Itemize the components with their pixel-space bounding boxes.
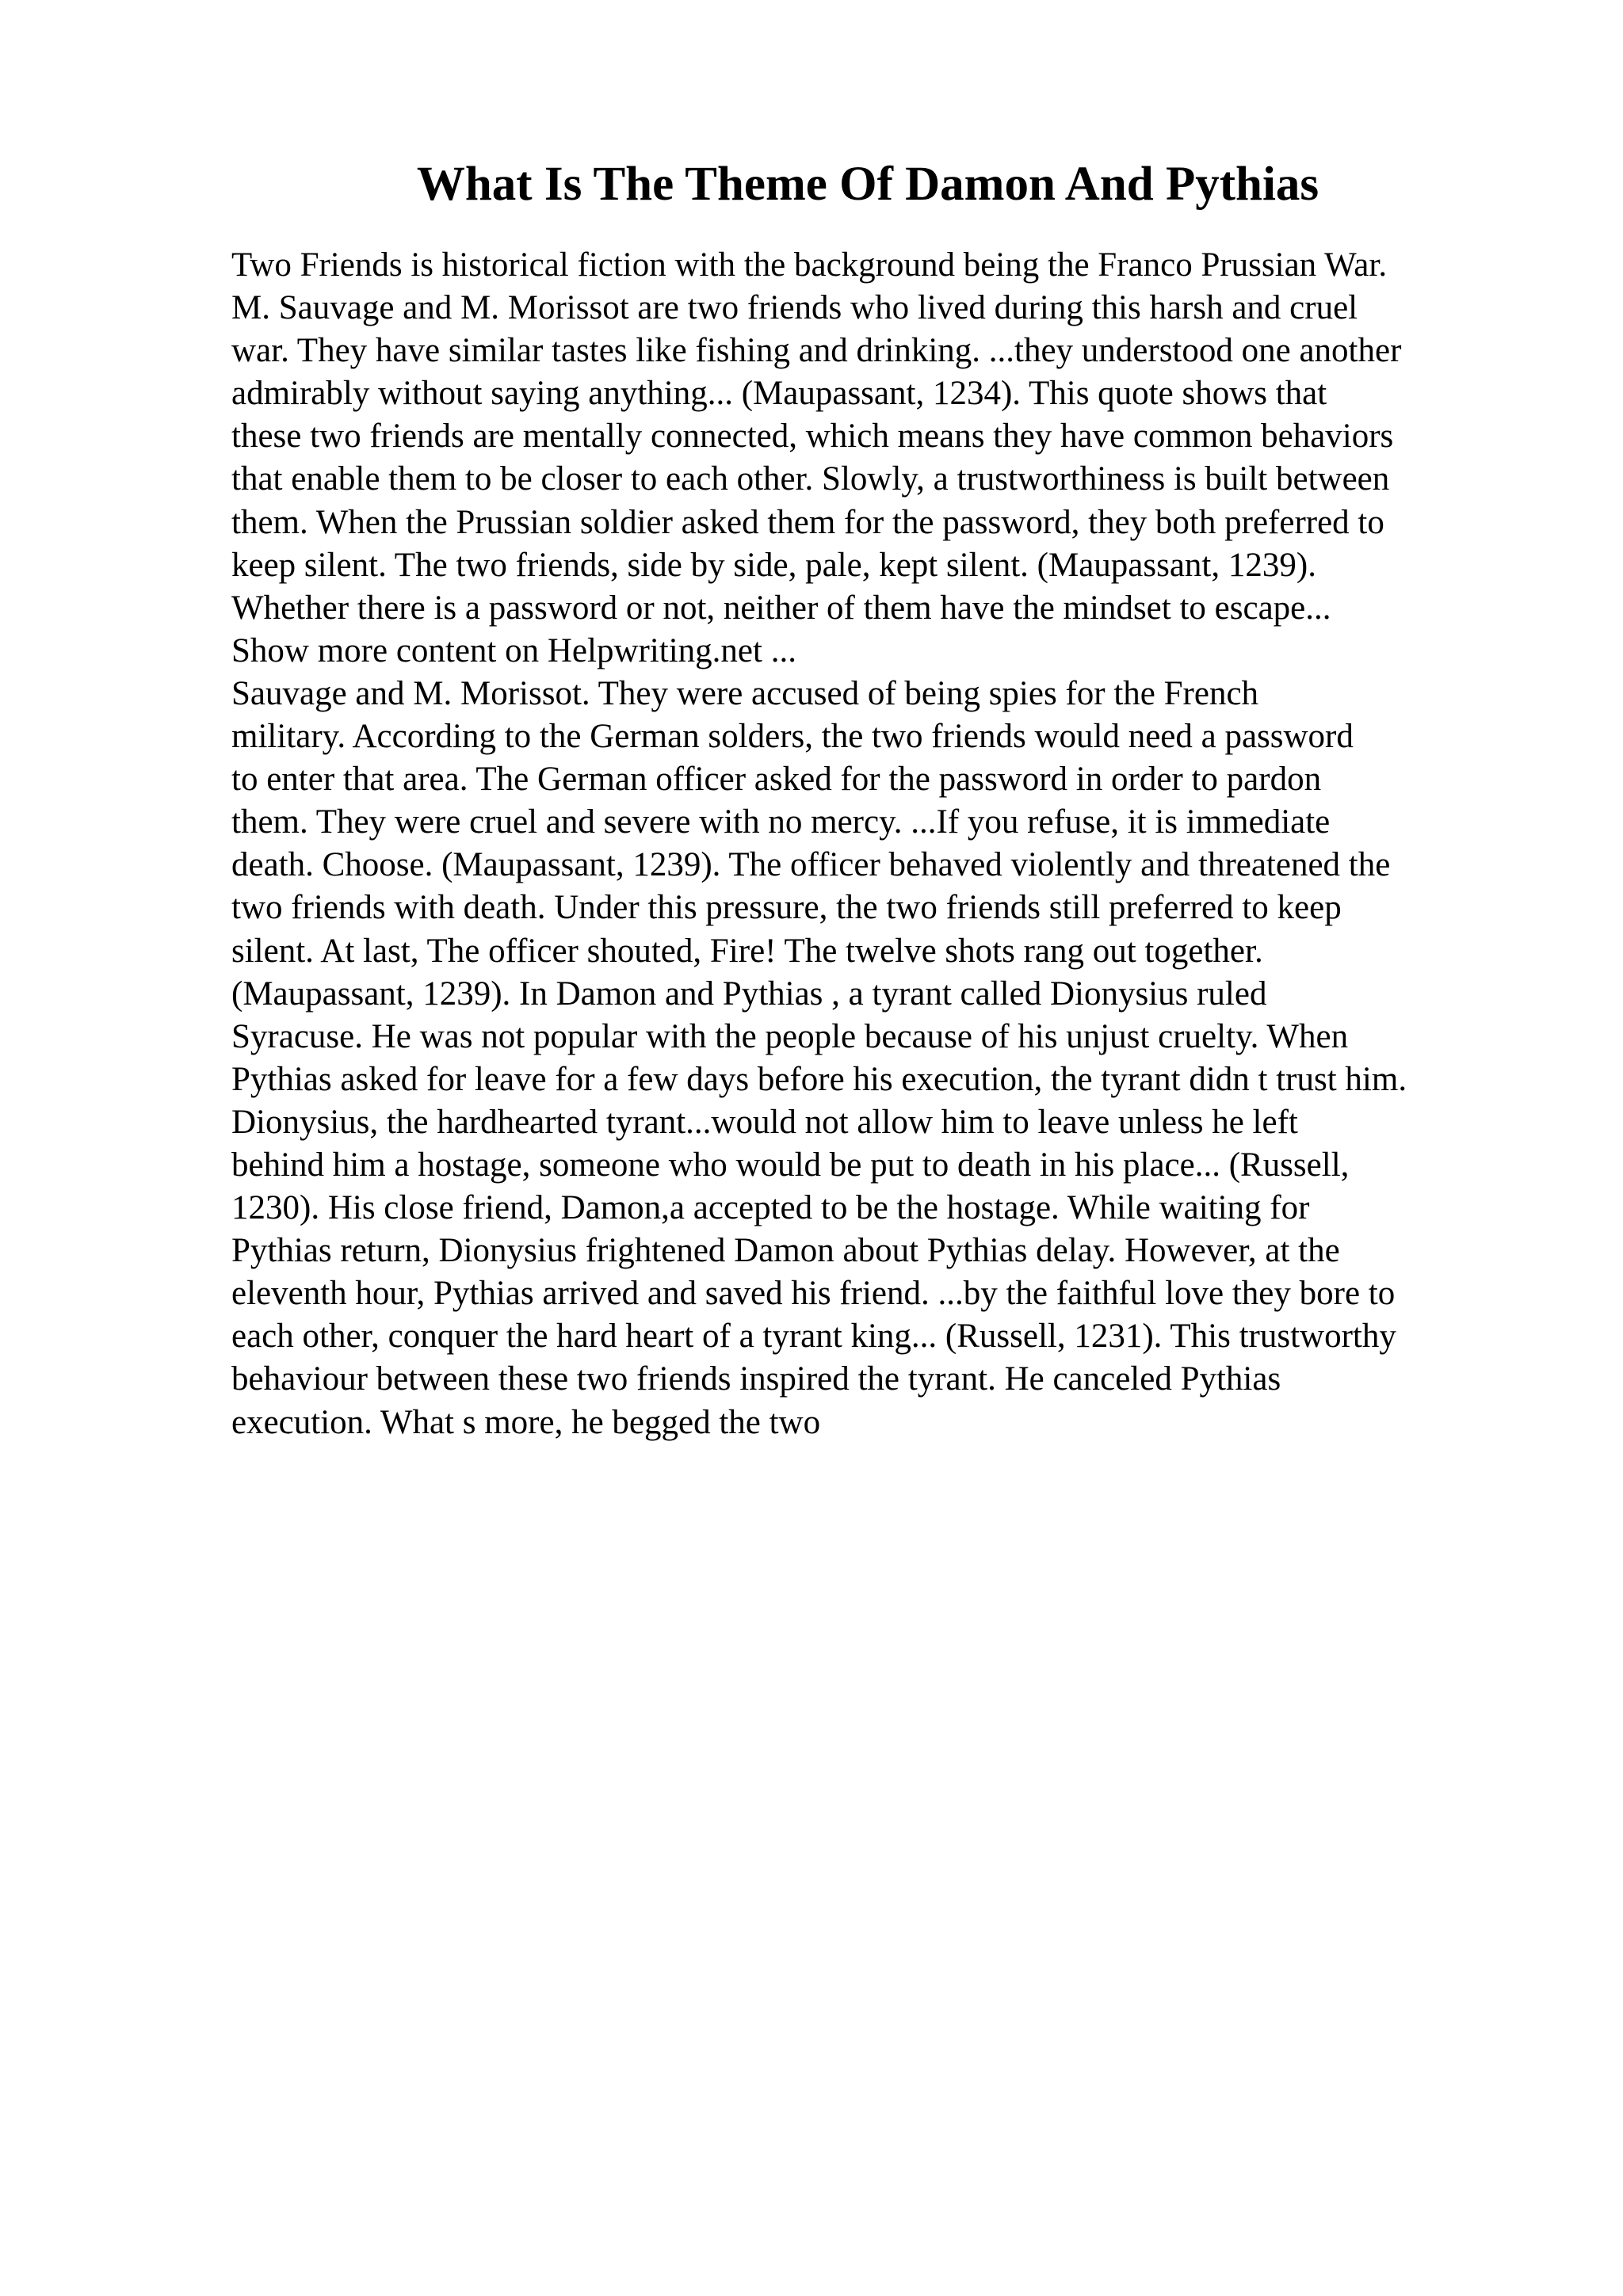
- body-line: keep silent. The two friends, side by side, pale, kept silent. (Maupassant, 1239).: [231, 546, 1316, 584]
- body-line: these two friends are mentally connected, which means they have common behaviors: [231, 418, 1394, 456]
- body-line: admirably without saying anything... (Maupassant, 1234). This quote shows that: [231, 375, 1327, 413]
- show-more-line: Show more content on Helpwriting.net ...: [231, 631, 796, 669]
- body-line: silent. At last, The officer shouted, Fire! The twelve shots rang out together.: [231, 932, 1263, 970]
- document-title: What Is The Theme Of Damon And Pythias: [416, 158, 1319, 211]
- body-line: 1230). His close friend, Damon,a accepted to be the hostage. While waiting for: [231, 1189, 1310, 1227]
- body-line: (Maupassant, 1239). In Damon and Pythias , a tyrant called Dionysius ruled: [231, 974, 1267, 1013]
- body-line: Syracuse. He was not popular with the people because of his unjust cruelty. When: [231, 1017, 1349, 1055]
- body-line: that enable them to be closer to each other. Slowly, a trustworthiness is built between: [231, 460, 1390, 498]
- body-line: military. According to the German solders, the two friends would need a password: [231, 718, 1354, 756]
- body-line: Pythias return, Dionysius frightened Damon about Pythias delay. However, at the: [231, 1232, 1340, 1270]
- document-body: [231, 244, 1594, 1444]
- body-line: war. They have similar tastes like fishing and drinking. ...they understood one another: [231, 332, 1402, 370]
- body-line: death. Choose. (Maupassant, 1239). The officer behaved violently and threatened the: [231, 846, 1391, 884]
- body-line: execution. What s more, he begged the two: [231, 1403, 821, 1441]
- body-line: Whether there is a password or not, neither of them have the mindset to escape...: [231, 589, 1331, 627]
- body-line: Two Friends is historical fiction with the background being the Franco Prussian War.: [231, 246, 1388, 284]
- body-line: them. They were cruel and severe with no mercy. ...If you refuse, it is immediate: [231, 803, 1331, 841]
- body-line: behind him a hostage, someone who would be put to death in his place... (Russell,: [231, 1146, 1350, 1184]
- body-line: eleventh hour, Pythias arrived and saved his friend. ...by the faithful love they bore to: [231, 1275, 1396, 1313]
- body-line: them. When the Prussian soldier asked them for the password, they both preferred to: [231, 503, 1384, 541]
- body-line: to enter that area. The German officer asked for the password in order to pardon: [231, 761, 1322, 799]
- body-line: M. Sauvage and M. Morissot are two friends who lived during this harsh and cruel: [231, 289, 1358, 327]
- body-line: behaviour between these two friends inspired the tyrant. He canceled Pythias: [231, 1360, 1281, 1398]
- body-line: Pythias asked for leave for a few days before his execution, the tyrant didn t trust him.: [231, 1060, 1407, 1098]
- body-line: Sauvage and M. Morissot. They were accused of being spies for the French: [231, 674, 1259, 712]
- body-line: each other, conquer the hard heart of a tyrant king... (Russell, 1231). This trustworthy: [231, 1318, 1396, 1356]
- body-line: Dionysius, the hardhearted tyrant...would not allow him to leave unless he left: [231, 1103, 1298, 1141]
- body-line: two friends with death. Under this pressure, the two friends still preferred to keep: [231, 889, 1342, 927]
